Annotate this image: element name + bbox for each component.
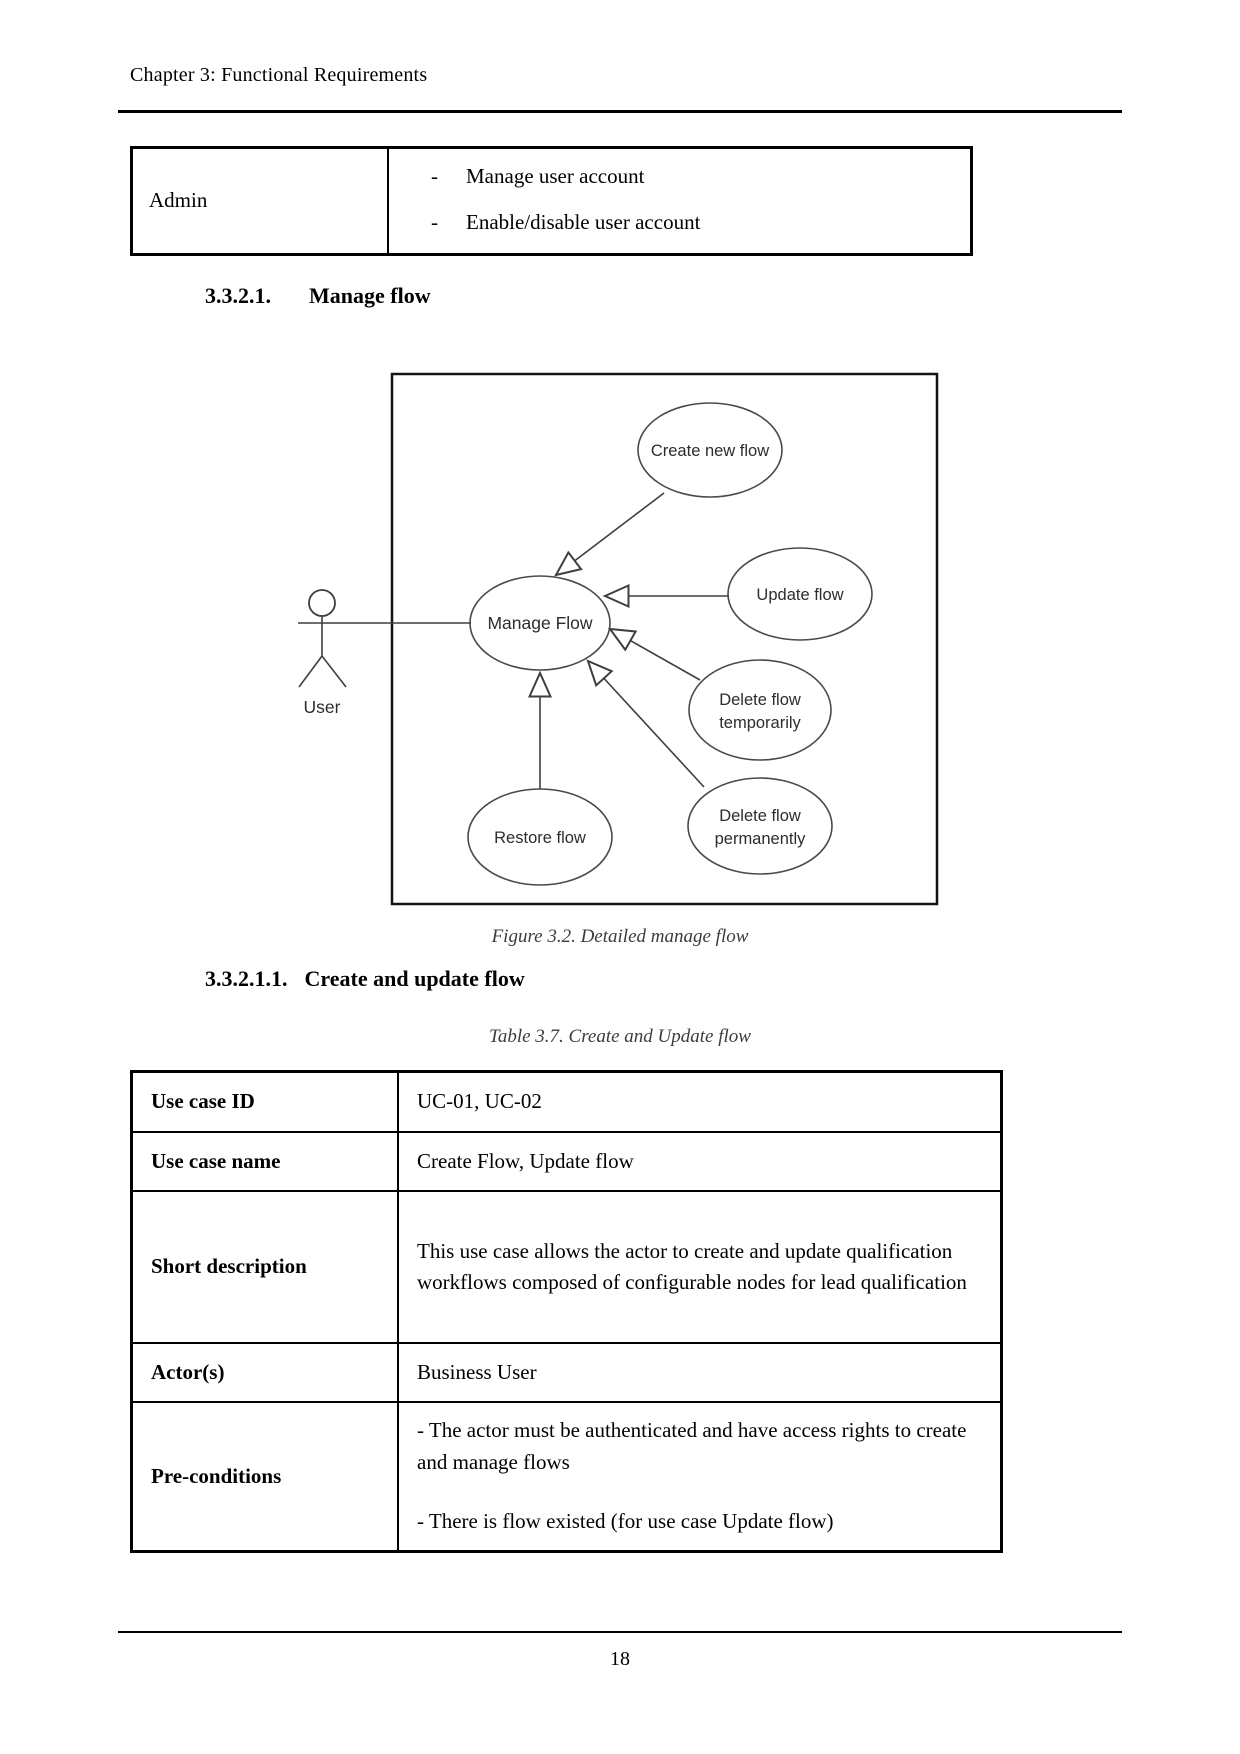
table-caption: Table 3.7. Create and Update flow — [489, 1026, 751, 1047]
list-item — [431, 209, 954, 236]
header-rule — [118, 110, 1122, 113]
table-row — [132, 1072, 1002, 1133]
running-header: Chapter 3: Functional Requirements — [130, 64, 428, 86]
row-label: Pre-conditions — [132, 1402, 399, 1551]
section-title: Create and update flow — [304, 966, 525, 991]
row-value: Create Flow, Update flow — [398, 1132, 1002, 1191]
section-number: 3.3.2.1. — [205, 283, 271, 308]
row-value: This use case allows the actor to create and update qualification workflows composed of configurable nodes for lead qualification — [398, 1191, 1002, 1343]
svg-text:Delete flowpermanently: Delete flow permanently — [714, 807, 806, 848]
list-item — [431, 163, 954, 190]
svg-text:Create new flow: Create new flow — [650, 442, 770, 460]
precondition-line: - The actor must be authenticated and have access rights to create and manage flows — [417, 1418, 967, 1474]
row-label: Short description — [132, 1191, 399, 1343]
section-heading — [205, 283, 431, 309]
role-cell: Admin — [132, 148, 389, 255]
svg-text:Restore flow: Restore flow — [494, 829, 586, 847]
table-row — [132, 148, 972, 255]
svg-text:Manage Flow: Manage Flow — [487, 613, 593, 633]
row-value — [398, 1402, 1002, 1551]
page-number: 18 — [610, 1648, 630, 1670]
roles-table — [130, 146, 973, 256]
table-row — [132, 1343, 1002, 1402]
svg-text:Update flow: Update flow — [756, 586, 844, 604]
usecase-delete-flow-permanently — [688, 778, 832, 874]
table-row — [132, 1132, 1002, 1191]
footer-rule — [118, 1631, 1122, 1633]
figure-caption: Figure 3.2. Detailed manage flow — [491, 926, 749, 947]
precondition-line: - There is flow existed (for use case Update flow) — [417, 1509, 834, 1533]
usecase-delete-flow-temporarily — [689, 660, 831, 760]
use-case-diagram-svg — [220, 370, 940, 915]
row-label: Actor(s) — [132, 1343, 399, 1402]
table-row — [132, 1191, 1002, 1343]
usecase-update-flow — [728, 548, 872, 640]
row-label: Use case ID — [132, 1072, 399, 1133]
actor-label: User — [303, 697, 341, 717]
list-item-text: Manage user account — [466, 164, 645, 188]
usecase-create-new-flow — [638, 403, 782, 497]
use-case-diagram — [220, 370, 940, 915]
use-case-table — [130, 1070, 1003, 1553]
row-value: UC-01, UC-02 — [398, 1072, 1002, 1133]
subsection-heading — [205, 966, 525, 992]
usecase-manage-flow — [470, 576, 610, 670]
svg-text:Delete flowtemporarily: Delete flow temporarily — [719, 691, 801, 732]
dash-bullet: - — [431, 164, 438, 188]
role-items-cell — [388, 148, 972, 255]
user-actor-icon — [299, 590, 346, 687]
section-number: 3.3.2.1.1. — [205, 966, 288, 991]
usecase-restore-flow — [468, 789, 612, 885]
section-title: Manage flow — [309, 283, 431, 308]
list-item-text: Enable/disable user account — [466, 210, 701, 235]
row-value: Business User — [398, 1343, 1002, 1402]
row-label: Use case name — [132, 1132, 399, 1191]
dash-bullet: - — [431, 210, 438, 235]
table-row — [132, 1402, 1002, 1551]
